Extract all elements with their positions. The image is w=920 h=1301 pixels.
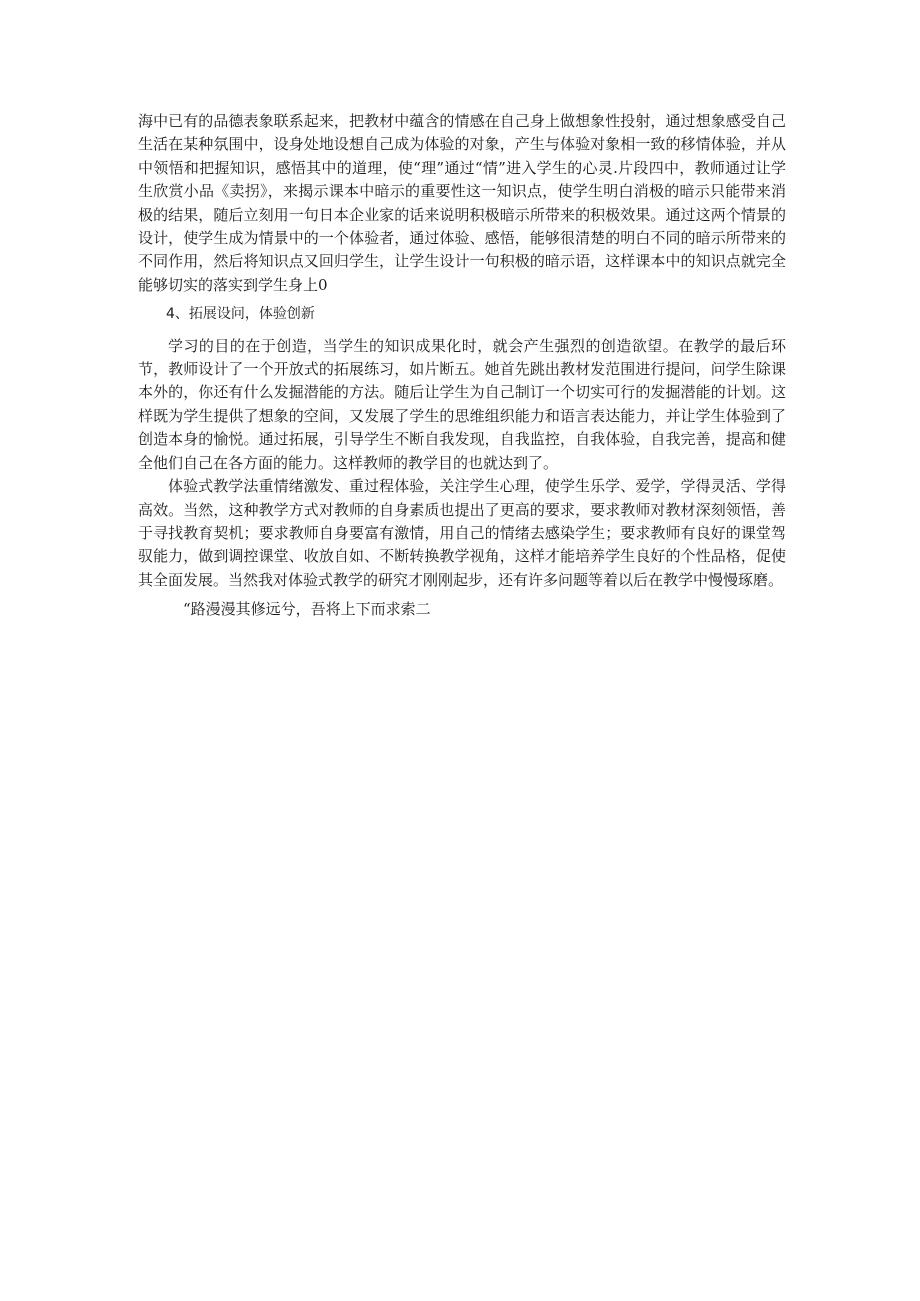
paragraph-creation: 学习的目的在于创造，当学生的知识成果化时，就会产生强烈的创造欲望。在教学的最后环节，教师设计了一个开放式的拓展练习，如片断五。她首先跳出教材发范围进行提问，问学生除课本外的，你还有什么发掘潜能的方法。随后让学生为自己制订一个切实可行的发掘潜能的计划。这样既为学生提供了想象的空间，又发展了学生的思维组织能力和语言表达能力，并让学生体验到了创造本身的愉悦。通过拓展，引导学生不断自我发现，自我监控，自我体验，自我完善，提高和健全他们自己在各方面的能力。这样教师的教学目的也就达到了。 xyxy=(138,336,786,472)
paragraph-continued: 海中已有的品德表象联系起来，把教材中蕴含的情感在自己身上做想象性投射，通过想象感受自己生活在某种氛围中，设身处地设想自己成为体验的对象，产生与体验对象相一致的移情体验，并从中领悟和把握知识，感悟其中的道理，使“理”通过“情”进入学生的心灵.片段四中，教师通过让学生欣赏小品《卖拐》，来揭示课本中暗示的重要性这一知识点，使学生明白消极的暗示只能带来消极的结果，随后立刻用一句日本企业家的话来说明积极暗示所带来的积极效果。通过这两个情景的设计，使学生成为情景中的一个体验者，通过体验、感悟，能够很清楚的明白不同的暗示所带来的不同作用，然后将知识点又回归学生，让学生设计一句积极的暗示语，这样课本中的知识点就完全能够切实的落实到学生身上0 xyxy=(138,112,786,294)
paragraph-summary: 体验式教学法重情绪激发、重过程体验，关注学生心理，使学生乐学、爱学，学得灵活、学得高效。当然，这种教学方式对教师的自身素质也提出了更高的要求，要求教师对教材深刻领悟，善于寻找教育契机；要求教师自身要富有激情，用自己的情绪去感染学生；要求教师有良好的课堂驾驭能力，做到调控课堂、收放自如、不断转换教学视角，这样才能培养学生良好的个性品格，促使其全面发展。当然我对体验式教学的研究才刚刚起步，还有许多问题等着以后在教学中慢慢琢磨。 xyxy=(138,477,786,589)
closing-quote: “路漫漫其修远兮，吾将上下而求索二 xyxy=(183,600,431,619)
section-heading: 4、拓展设问，体验创新 xyxy=(166,306,315,323)
document-body xyxy=(138,110,786,622)
